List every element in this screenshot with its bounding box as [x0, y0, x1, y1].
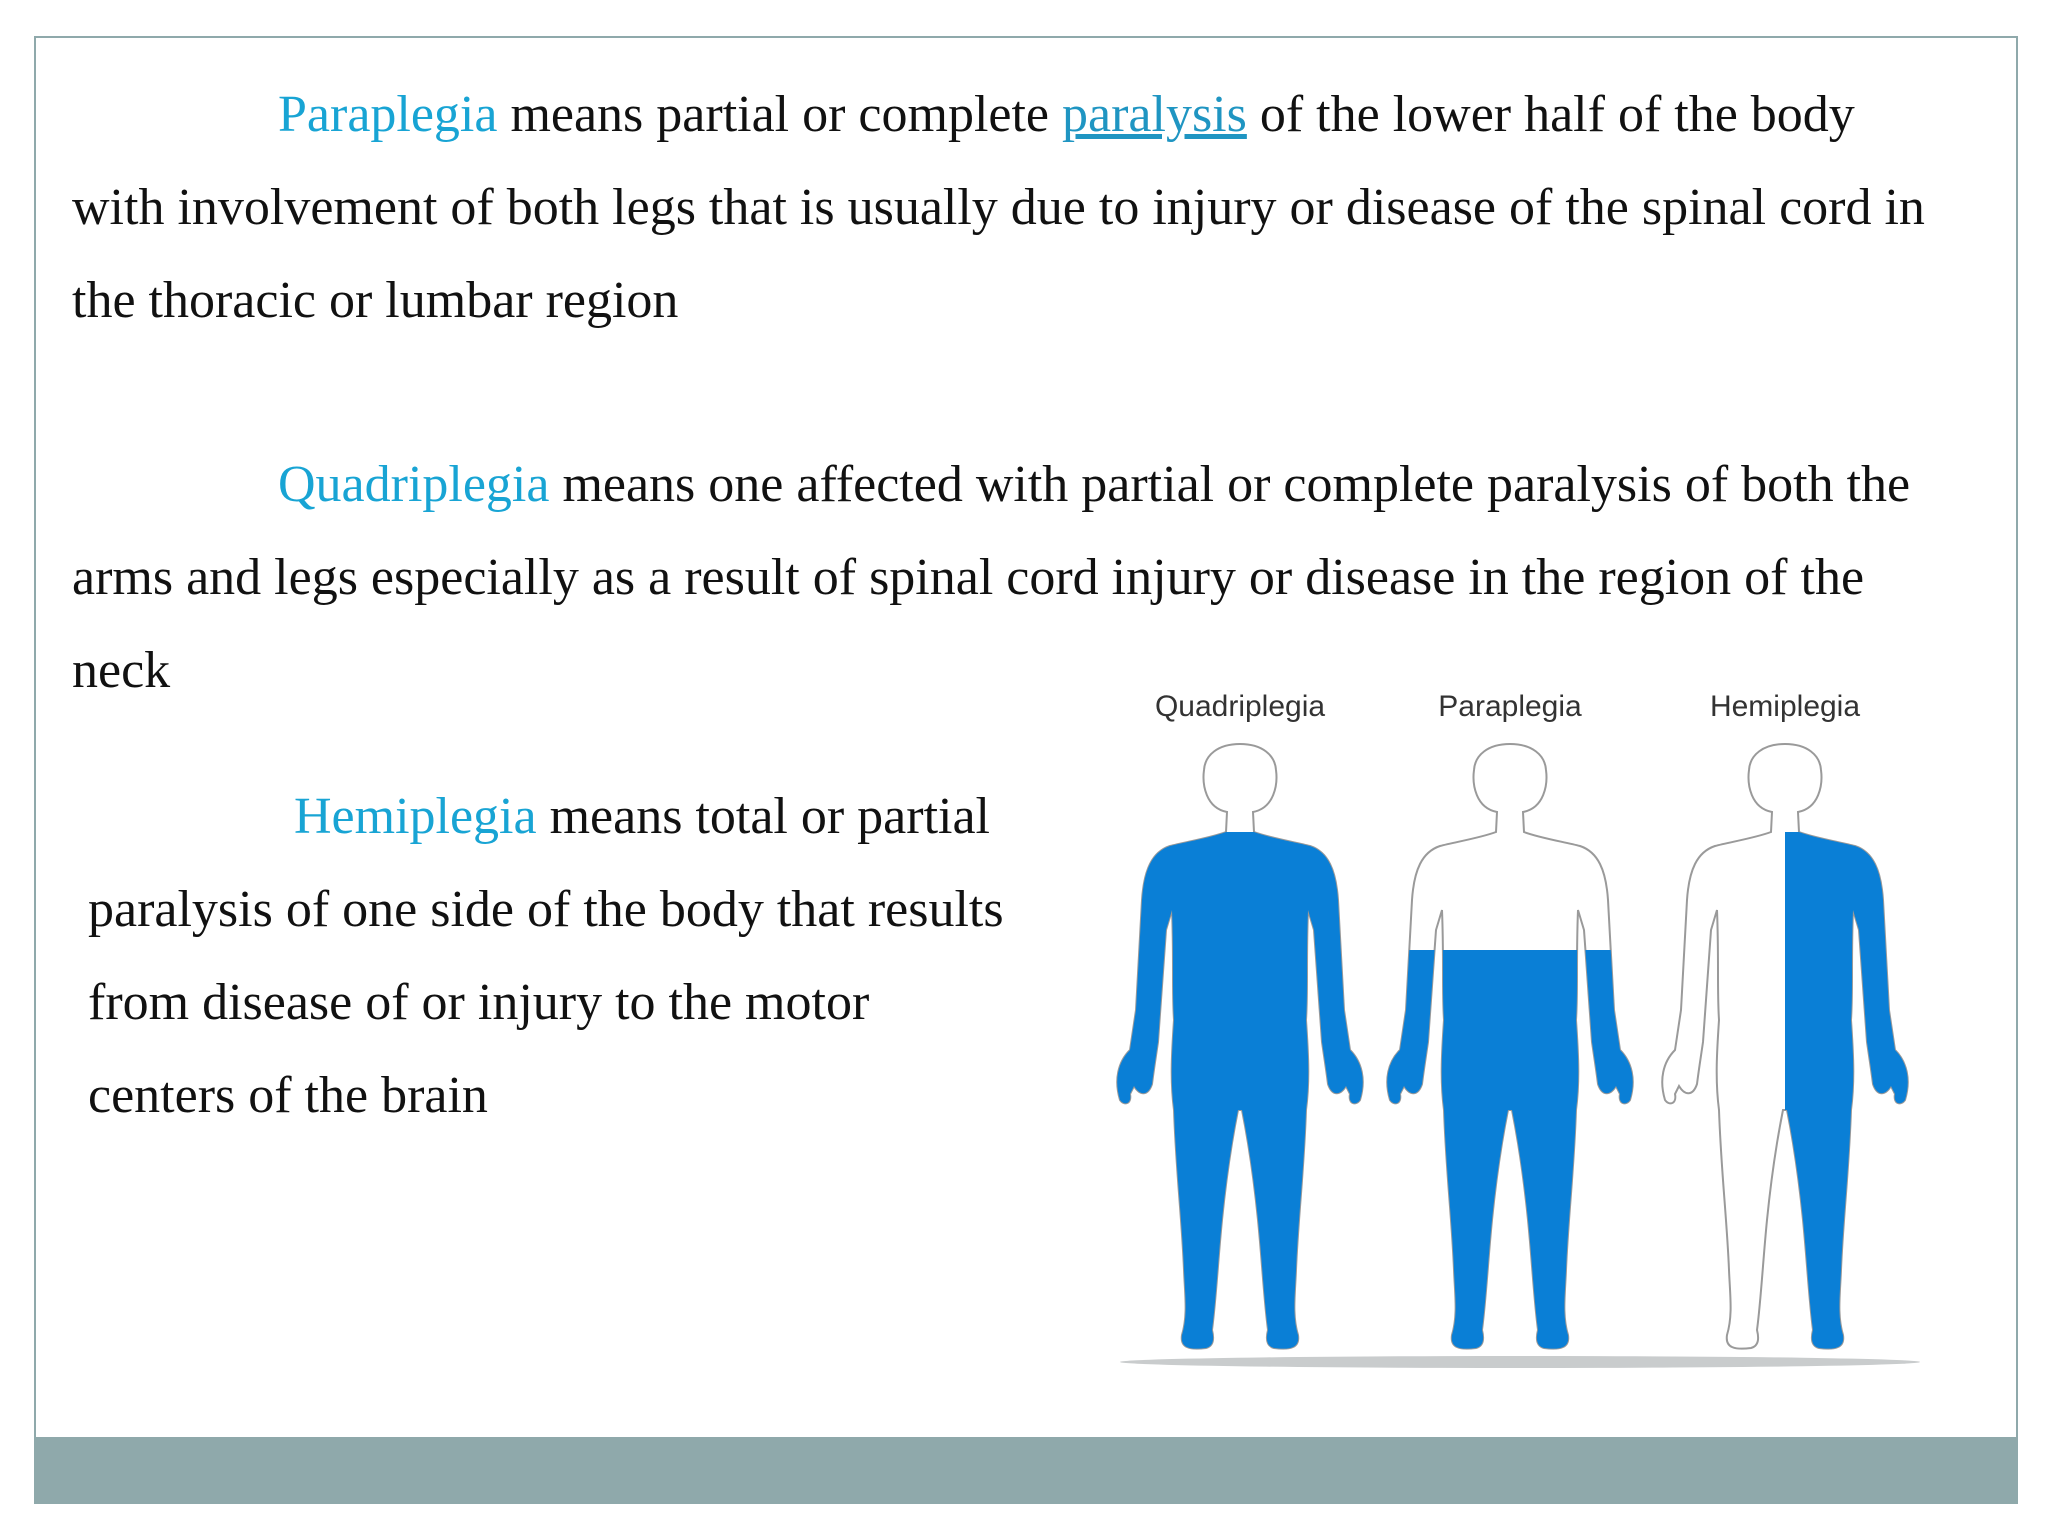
paraplegia-text-after-link: of the lower half of the body with involvement of both legs that is usually due to injury or disease of the spinal cord in the thoracic or lumbar region [72, 86, 1925, 329]
hemiplegia-text: means total or partial paralysis of one side of the body that results from disease of or injury to the motor centers of the brain [88, 788, 1004, 1124]
paraplegia-text-before-link: means partial or complete [497, 86, 1063, 143]
figure-label-hemiplegia: Hemiplegia [1709, 690, 1861, 723]
ground-shadow [1120, 1356, 1920, 1368]
hemiplegia-body [1662, 744, 1908, 1349]
quadriplegia-text: means one affected with partial or complete paralysis of both the arms and legs especially as a result of spinal cord injury or disease in the region of the neck [72, 456, 1911, 699]
paraplegia-definition [72, 68, 1952, 347]
footer-bar [34, 1437, 2018, 1504]
quadriplegia-body [1117, 744, 1363, 1349]
quadriplegia-definition [72, 438, 1952, 717]
hemiplegia-definition [88, 770, 1008, 1142]
figure-label-paraplegia: Paraplegia [1438, 690, 1582, 723]
body-figures-illustration [1100, 730, 1940, 1370]
paraplegia-body [1387, 744, 1633, 1349]
paralysis-link[interactable]: paralysis [1062, 86, 1247, 143]
hemiplegia-term: Hemiplegia [294, 788, 537, 845]
paralysis-types-figure [1100, 690, 1940, 1370]
quadriplegia-term: Quadriplegia [278, 456, 550, 513]
paraplegia-term: Paraplegia [278, 86, 498, 143]
figure-label-quadriplegia: Quadriplegia [1154, 690, 1326, 723]
